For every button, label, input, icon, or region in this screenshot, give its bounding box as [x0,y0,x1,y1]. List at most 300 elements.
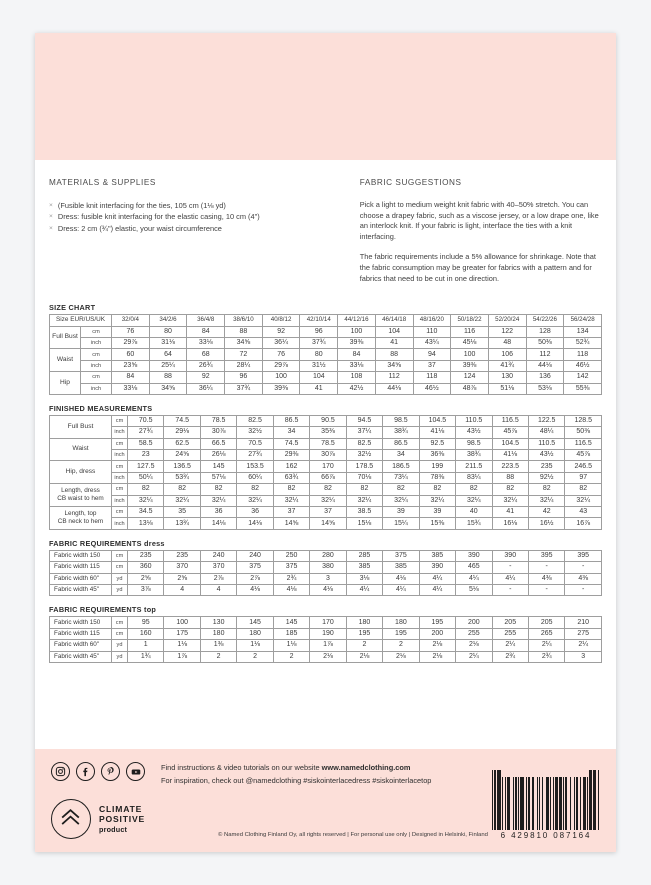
value-cell: 145 [273,617,309,628]
value-cell: 29⅞ [112,337,150,348]
value-cell: 32¼ [565,495,602,506]
row-label-line-1: Full Bust [67,422,94,430]
value-cell: 37 [310,507,346,518]
value-cell: 4¼ [419,584,455,595]
value-cell: 145 [200,461,236,472]
youtube-icon[interactable] [126,762,145,781]
value-cell: 153.5 [237,461,273,472]
value-cell: 98.5 [456,438,492,449]
unit-cell: inch [112,450,128,461]
value-cell: 37 [413,360,451,371]
value-cell: 170 [310,461,346,472]
value-cell: 80 [149,326,187,337]
value-cell: 385 [383,562,419,573]
value-cell: 38¾ [456,450,492,461]
value-cell: 235 [528,461,564,472]
facebook-icon[interactable] [76,762,95,781]
unit-cell: cm [112,484,128,495]
value-cell: 26¾ [187,360,225,371]
size-column-header-8: 48/16/20 [413,315,451,326]
value-cell: 63¾ [273,472,309,483]
value-cell: 51⅛ [488,383,526,394]
value-cell: 76 [262,349,300,360]
value-cell: 108 [338,372,376,383]
fabric-suggestions-heading: FABRIC SUGGESTIONS [359,178,462,187]
value-cell: 76 [112,326,150,337]
value-cell: 36¼ [187,383,225,394]
table-row [50,427,602,438]
value-cell: 32¼ [237,495,273,506]
value-cell: 64 [149,349,187,360]
value-cell: 92½ [528,472,564,483]
table-row [50,518,602,529]
value-cell: 34 [273,427,309,438]
unit-cell: cm [112,415,128,426]
value-cell: 84 [338,349,376,360]
value-cell: 84 [112,372,150,383]
value-cell: 2⅞ [237,573,273,584]
value-cell: 72 [225,349,263,360]
value-cell: - [528,562,564,573]
footer-line-2: For inspiration, check out @namedclothing #siskointerlacedress #siskointerlacetop [161,775,432,785]
value-cell: 235 [128,550,164,561]
value-cell: 32¼ [310,495,346,506]
list-item [49,211,338,222]
value-cell: 88 [149,372,187,383]
row-label-line-1: Waist [72,445,89,453]
row-label-line-1: Length, top [64,509,97,517]
value-cell: 235 [164,550,200,561]
value-cell: - [565,584,602,595]
value-cell: 195 [383,628,419,639]
value-cell: 2⅛ [419,651,455,662]
barcode-number: 6 429810 087164 [500,831,592,840]
value-cell: 5⅛ [456,584,492,595]
value-cell: 128.5 [565,415,602,426]
table-row [50,438,602,449]
finished-measurements-block [49,404,602,530]
value-cell: 127.5 [128,461,164,472]
value-cell: 240 [200,550,236,561]
value-cell: 43½ [528,450,564,461]
value-cell: 2¼ [528,640,564,651]
value-cell: 2¼ [565,640,602,651]
value-cell: 32½ [237,427,273,438]
fabric_req_dress-body [50,550,602,596]
table-row [50,383,602,394]
value-cell: 39 [419,507,455,518]
materials-section [49,178,338,294]
row-label-line-2: CB neck to hem [57,517,104,525]
value-cell: 380 [310,562,346,573]
row-label-line-1: Length, dress [61,487,100,495]
row-label-3 [50,484,112,507]
value-cell: 82 [419,484,455,495]
value-cell: 2⅝ [164,573,200,584]
value-cell: 96 [225,372,263,383]
value-cell: 82 [164,484,200,495]
value-cell: 128 [526,326,564,337]
unit-cell: yd [112,573,128,584]
value-cell: 180 [237,628,273,639]
value-cell: 32¼ [164,495,200,506]
unit-cell: yd [112,640,128,651]
value-cell: 38.5 [346,507,382,518]
value-cell: 32½ [346,450,382,461]
unit-cell: yd [112,651,128,662]
row-label-0 [50,415,112,438]
value-cell: 211.5 [456,461,492,472]
table-row [50,628,602,639]
value-cell: 180 [346,617,382,628]
value-cell: 375 [273,562,309,573]
row-label-1: Waist [50,349,81,372]
value-cell: 34⅝ [149,383,187,394]
value-cell: 58.5 [128,438,164,449]
table-row [50,360,602,371]
unit-cell: cm [112,562,128,573]
fabric-req-dress-title-sub: dress [144,538,165,548]
value-cell: 210 [565,617,602,628]
unit-cell: cm [112,438,128,449]
value-cell: 29⅜ [273,450,309,461]
value-cell: 190 [310,628,346,639]
size-column-header-12: 56/24/28 [564,315,602,326]
size-column-header-10: 52/20/24 [488,315,526,326]
value-cell: 39⅜ [451,360,489,371]
value-cell: 35⅜ [310,427,346,438]
value-cell: 390 [456,550,492,561]
value-cell: 34⅝ [225,337,263,348]
value-cell: 116.5 [492,415,528,426]
value-cell: 55⅜ [564,383,602,394]
value-cell: 30⅞ [200,427,236,438]
size-chart-table [49,314,602,395]
value-cell: 30⅞ [310,450,346,461]
fabric-req-top-title-sub: top [144,605,157,615]
value-cell: 84 [187,326,225,337]
bullet-x-icon: × [49,213,53,221]
finished-measurements-title: FINISHED MEASUREMENTS [49,403,153,413]
value-cell: 34.5 [128,507,164,518]
value-cell: 2⅛ [456,640,492,651]
value-cell: 29⅞ [262,360,300,371]
value-cell: 78.5 [200,415,236,426]
instagram-icon[interactable] [51,762,70,781]
value-cell: 15⅛ [346,518,382,529]
value-cell: 2 [383,640,419,651]
size-column-header-4: 40/8/12 [262,315,300,326]
value-cell: 13¾ [164,518,200,529]
value-cell: 32¼ [419,495,455,506]
value-cell: 246.5 [565,461,602,472]
value-cell: 4⅛ [310,584,346,595]
value-cell: - [492,562,528,573]
value-cell: 82 [128,484,164,495]
value-cell: 170 [310,617,346,628]
value-cell: 60 [112,349,150,360]
unit-cell: cm [112,507,128,518]
value-cell: 50⅜ [526,337,564,348]
value-cell: 100 [262,372,300,383]
value-cell: 94.5 [346,415,382,426]
row-label-line-2: CB waist to hem [57,495,104,503]
value-cell: 110.5 [456,415,492,426]
value-cell: 2¾ [492,651,528,662]
unit-cell: inch [81,383,112,394]
value-cell: 112 [526,349,564,360]
value-cell: 23 [128,450,164,461]
climate-line-3: product [99,824,128,834]
value-cell: 2⅛ [346,651,382,662]
fabric-width-label-3: Fabric width 45" [50,584,112,595]
value-cell: 31⅛ [149,337,187,348]
unit-cell: inch [81,337,112,348]
value-cell: 92 [262,326,300,337]
value-cell: 106 [488,349,526,360]
unit-cell: cm [112,550,128,561]
unit-cell: cm [112,461,128,472]
value-cell: 104 [375,326,413,337]
value-cell: 2⅛ [383,651,419,662]
fabric-width-label-0: Fabric width 150 [50,617,112,628]
hero-image-band [35,33,616,160]
value-cell: 32¼ [528,495,564,506]
row-label-1 [50,438,112,461]
value-cell: 130 [488,372,526,383]
value-cell: 4⅛ [273,584,309,595]
size-column-header-5: 42/10/14 [300,315,338,326]
value-cell: 2⅛ [419,640,455,651]
value-cell: 39⅜ [262,383,300,394]
value-cell: 2⅝ [128,573,164,584]
value-cell: 31½ [300,360,338,371]
value-cell: 44⅛ [375,383,413,394]
unit-cell: inch [112,518,128,529]
value-cell: 1⅛ [273,640,309,651]
value-cell: 46½ [413,383,451,394]
fabric-width-label-2: Fabric width 60" [50,573,112,584]
value-cell: 15¾ [456,518,492,529]
value-cell: 44⅛ [526,360,564,371]
value-cell: 124 [451,372,489,383]
value-cell: 118 [564,349,602,360]
bullet-x-icon: × [49,202,53,209]
row-label-line-1: Hip, dress [65,468,96,476]
value-cell: 82 [565,484,602,495]
size-chart-body [50,315,602,395]
value-cell: 42½ [338,383,376,394]
size-column-header-6: 44/12/16 [338,315,376,326]
table-row [50,651,602,662]
value-cell: 4 [164,584,200,595]
value-cell: 4¼ [492,573,528,584]
fabric-req-top-title [49,605,602,614]
fabric_req_top-table [49,616,602,663]
value-cell: 24⅝ [164,450,200,461]
value-cell: 36¼ [262,337,300,348]
table-row [50,326,602,337]
value-cell: 199 [419,461,455,472]
value-cell: 385 [346,562,382,573]
value-cell: 195 [346,628,382,639]
value-cell: 1⅜ [200,640,236,651]
value-cell: 70.5 [237,438,273,449]
value-cell: 37¾ [225,383,263,394]
value-cell: 32¼ [200,495,236,506]
value-cell: 36⅜ [419,450,455,461]
value-cell: 86.5 [383,438,419,449]
footer-website-link[interactable]: www.namedclothing.com [321,763,411,772]
value-cell: 370 [200,562,236,573]
value-cell: 142 [564,372,602,383]
value-cell: 39 [383,507,419,518]
unit-cell: inch [112,495,128,506]
value-cell: 1¾ [128,651,164,662]
value-cell: 27¾ [237,450,273,461]
value-cell: 36 [200,507,236,518]
value-cell: 95 [128,617,164,628]
value-cell: 33⅛ [338,360,376,371]
value-cell: 3 [310,573,346,584]
value-cell: 43½ [456,427,492,438]
value-cell: 1⅞ [310,640,346,651]
value-cell: 395 [565,550,602,561]
value-cell: 92 [187,372,225,383]
unit-cell: inch [112,427,128,438]
table-row [50,337,602,348]
value-cell: 186.5 [383,461,419,472]
value-cell: 3⅛ [346,573,382,584]
value-cell: 88 [375,349,413,360]
value-cell: 185 [273,628,309,639]
value-cell: 94 [413,349,451,360]
value-cell: 118 [413,372,451,383]
value-cell: 57⅛ [200,472,236,483]
value-cell: 88 [492,472,528,483]
barcode-bars [492,770,600,830]
value-cell: 200 [419,628,455,639]
value-cell: 3 [565,651,602,662]
climate-chevrons-icon [51,799,91,839]
list-item-label: Dress: fusible knit interfacing for the elastic casing, 10 cm (4") [57,212,260,222]
value-cell: 1⅞ [164,651,200,662]
unit-cell: inch [112,472,128,483]
table-row [50,573,602,584]
table-row [50,315,602,326]
value-cell: 92.5 [419,438,455,449]
value-cell: 100 [164,617,200,628]
value-cell: 96 [300,326,338,337]
unit-cell: cm [81,326,112,337]
value-cell: 4⅜ [565,573,602,584]
list-item [49,200,338,211]
value-cell: 41 [492,507,528,518]
value-cell: 390 [419,562,455,573]
value-cell: 104.5 [419,415,455,426]
value-cell: 370 [164,562,200,573]
value-cell: 32¼ [383,495,419,506]
value-cell: 25¼ [149,360,187,371]
value-cell: 32¼ [456,495,492,506]
size-label-header: Size EUR/US/UK [50,315,112,326]
size-column-header-0: 32/0/4 [112,315,150,326]
value-cell: 275 [565,628,602,639]
info-columns [49,160,602,294]
value-cell: 178.5 [346,461,382,472]
fabric-req-top-title-block [49,605,602,663]
size-column-header-11: 54/22/26 [526,315,564,326]
value-cell: 205 [528,617,564,628]
value-cell: 4 [200,584,236,595]
table-row [50,617,602,628]
unit-cell: cm [112,617,128,628]
fabric_req_dress-table [49,550,602,597]
value-cell: 2⅞ [200,573,236,584]
value-cell: 48⅞ [451,383,489,394]
table-row [50,562,602,573]
value-cell: 41⅛ [419,427,455,438]
value-cell: 265 [528,628,564,639]
table-row [50,472,602,483]
value-cell: 70⅛ [346,472,382,483]
value-cell: 37¼ [346,427,382,438]
table-row [50,415,602,426]
pattern-back-cover-page [35,33,616,852]
content-area [35,160,616,663]
fabric-width-label-0: Fabric width 150 [50,550,112,561]
value-cell: 130 [200,617,236,628]
value-cell: 53¾ [164,472,200,483]
size-chart-title: SIZE CHART [49,303,96,313]
value-cell: 4⅛ [237,584,273,595]
value-cell: 82 [310,484,346,495]
value-cell: 375 [383,550,419,561]
climate-line-1: CLIMATE [99,803,143,814]
value-cell: 39⅜ [338,337,376,348]
value-cell: 2 [237,651,273,662]
value-cell: 41¾ [488,360,526,371]
value-cell: 110.5 [528,438,564,449]
row-label-2: Hip [50,372,81,395]
value-cell: 2¾ [273,573,309,584]
value-cell: 45⅞ [565,450,602,461]
value-cell: 136 [526,372,564,383]
table-row [50,584,602,595]
value-cell: 83¼ [456,472,492,483]
value-cell: 29⅛ [164,427,200,438]
footer-text [161,760,431,787]
climate-line-2: POSITIVE [99,814,146,824]
value-cell: 66⅞ [310,472,346,483]
value-cell: 53⅛ [526,383,564,394]
value-cell: 33⅛ [187,337,225,348]
value-cell: 2¾ [528,651,564,662]
value-cell: 34⅝ [375,360,413,371]
table-row [50,349,602,360]
value-cell: 116 [451,326,489,337]
value-cell: 86.5 [273,415,309,426]
value-cell: 82 [237,484,273,495]
value-cell: 82 [383,484,419,495]
value-cell: 52¾ [564,337,602,348]
value-cell: 240 [237,550,273,561]
value-cell: 104 [300,372,338,383]
value-cell: 38¾ [383,427,419,438]
value-cell: 385 [419,550,455,561]
table-row [50,484,602,495]
pinterest-icon[interactable] [101,762,120,781]
